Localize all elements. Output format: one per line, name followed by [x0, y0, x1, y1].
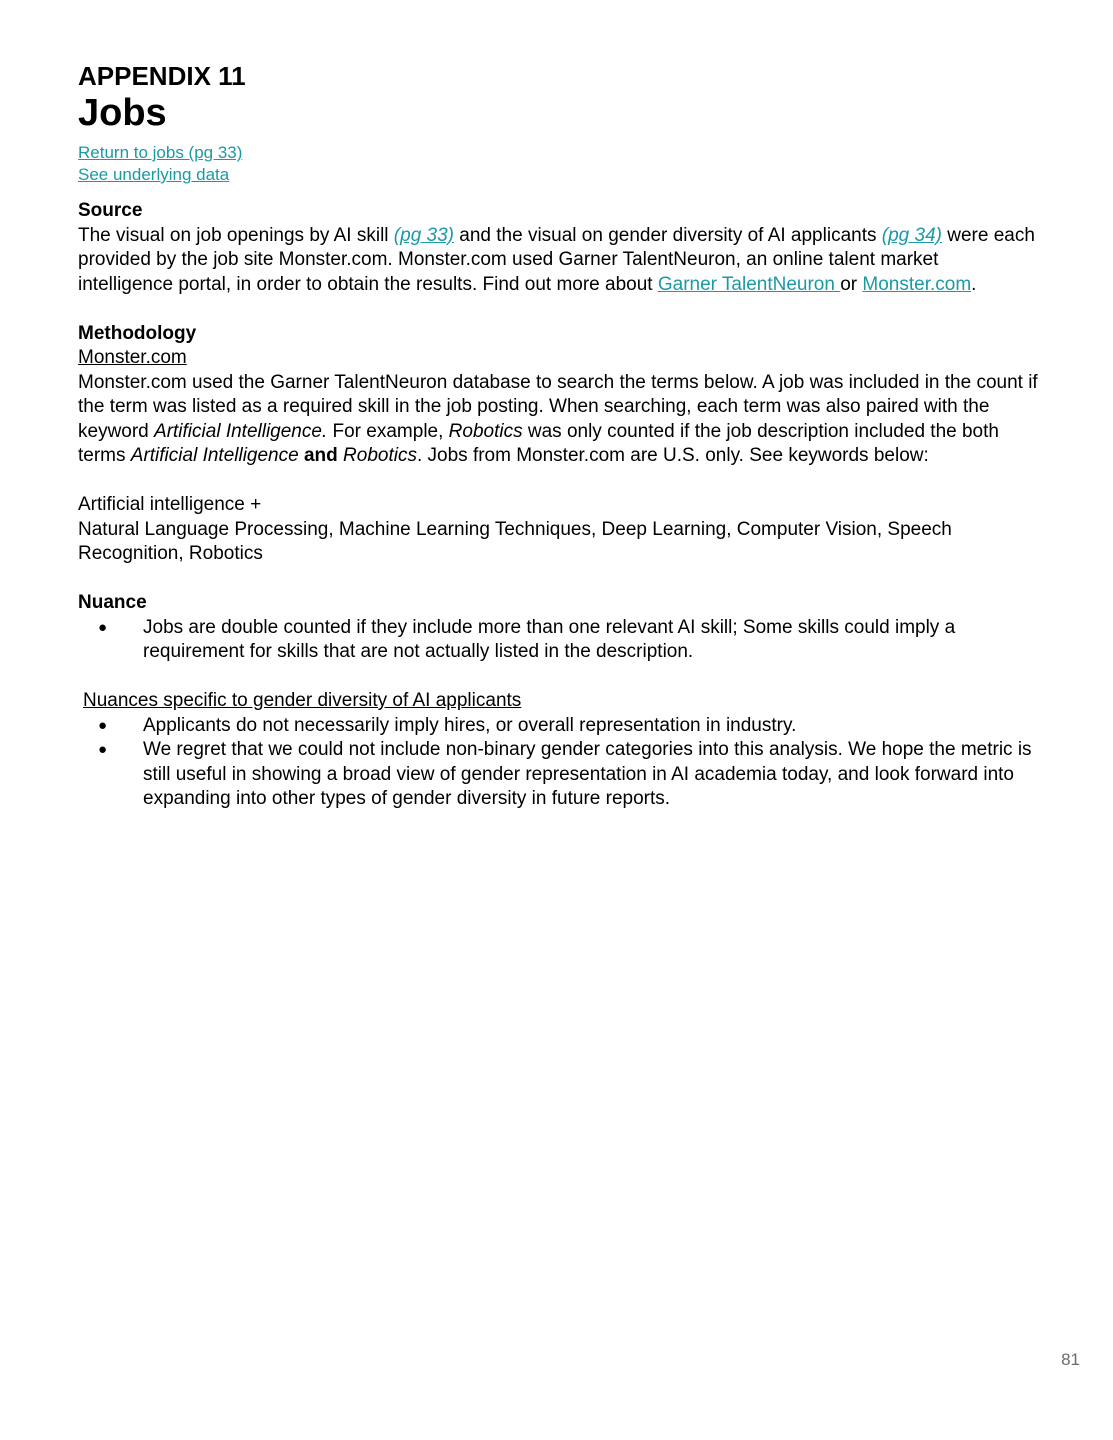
underlying-data-link[interactable]: See underlying data: [78, 165, 230, 184]
pg33-link[interactable]: (pg 33): [393, 224, 454, 246]
methodology-italic-2: Robotics: [448, 420, 523, 442]
source-section: [78, 199, 1038, 297]
source-text-3: were each provided by the job site Monster.com. Monster.com used Garner TalentNeuron, an online talent market intelligence portal, in order to obtain the results. Find out more about: [78, 224, 1035, 295]
nav-links: [78, 142, 1038, 186]
keywords-intro: Artificial intelligence +: [78, 494, 262, 515]
page-number: 81: [1061, 1350, 1080, 1369]
methodology-paragraph: [78, 371, 1038, 469]
source-text-1: The visual on job openings by AI skill: [78, 224, 394, 246]
methodology-section: [78, 322, 1038, 567]
gender-nuance-heading: Nuances specific to gender diversity of AI applicants: [83, 690, 522, 711]
appendix-label: APPENDIX 11: [78, 61, 246, 91]
monster-link[interactable]: Monster.com: [862, 273, 972, 295]
nuance-list: [78, 616, 1038, 665]
spacer: [78, 567, 1038, 592]
nuance-heading: Nuance: [78, 592, 147, 613]
methodology-italic-1: Artificial Intelligence.: [154, 420, 328, 442]
source-heading: Source: [78, 200, 143, 221]
page-title: Jobs: [78, 92, 167, 134]
methodology-heading: Methodology: [78, 322, 197, 344]
methodology-text-2: For example,: [327, 420, 449, 442]
spacer: [78, 469, 1038, 494]
methodology-text-3: was only counted if the job description included the both terms: [78, 420, 999, 466]
methodology-text-1: Monster.com used the Garner TalentNeuron database to search the terms below. A job was included in the count if the term was listed as a required skill in the job posting. When searching, each term was also paired with the keyword: [78, 371, 1038, 442]
source-text-2: and the visual on gender diversity of AI applicants: [454, 224, 882, 246]
pg34-link[interactable]: (pg 34): [881, 224, 942, 246]
methodology-text-4: . Jobs from Monster.com are U.S. only. See keywords below:: [416, 445, 929, 466]
gender-nuance-list: [78, 714, 1038, 812]
spacer: [78, 297, 1038, 322]
spacer: [78, 665, 1038, 690]
methodology-subheading: Monster.com: [78, 347, 187, 368]
source-paragraph: [78, 224, 1038, 298]
garner-talentneuron-link[interactable]: Garner TalentNeuron: [657, 273, 841, 295]
list-item: ● Jobs are double counted if they include more than one relevant AI skill; Some skills could imply a requirement for skills that are not actually listed in the description.: [78, 616, 1038, 665]
nuance-section: [78, 591, 1038, 812]
source-text-5: .: [971, 273, 977, 295]
list-item: ● Applicants do not necessarily imply hires, or overall representation in industry.: [78, 714, 1038, 739]
source-text-4: or: [840, 273, 863, 295]
page-content: [78, 60, 1038, 812]
methodology-italic-3: Artificial Intelligence: [130, 445, 299, 466]
list-item: ● We regret that we could not include non-binary gender categories into this analysis. We hope the metric is still useful in showing a broad view of gender representation in AI academia today, and look forward into expanding into other types of gender diversity in future reports.: [78, 738, 1038, 812]
methodology-bold-and: and: [303, 445, 338, 466]
methodology-italic-4: Robotics: [343, 445, 417, 466]
return-to-jobs-link[interactable]: Return to jobs (pg 33): [78, 143, 243, 162]
keywords-list: Natural Language Processing, Machine Learning Techniques, Deep Learning, Computer Vision, Speech Recognition, Robotics: [78, 518, 952, 564]
